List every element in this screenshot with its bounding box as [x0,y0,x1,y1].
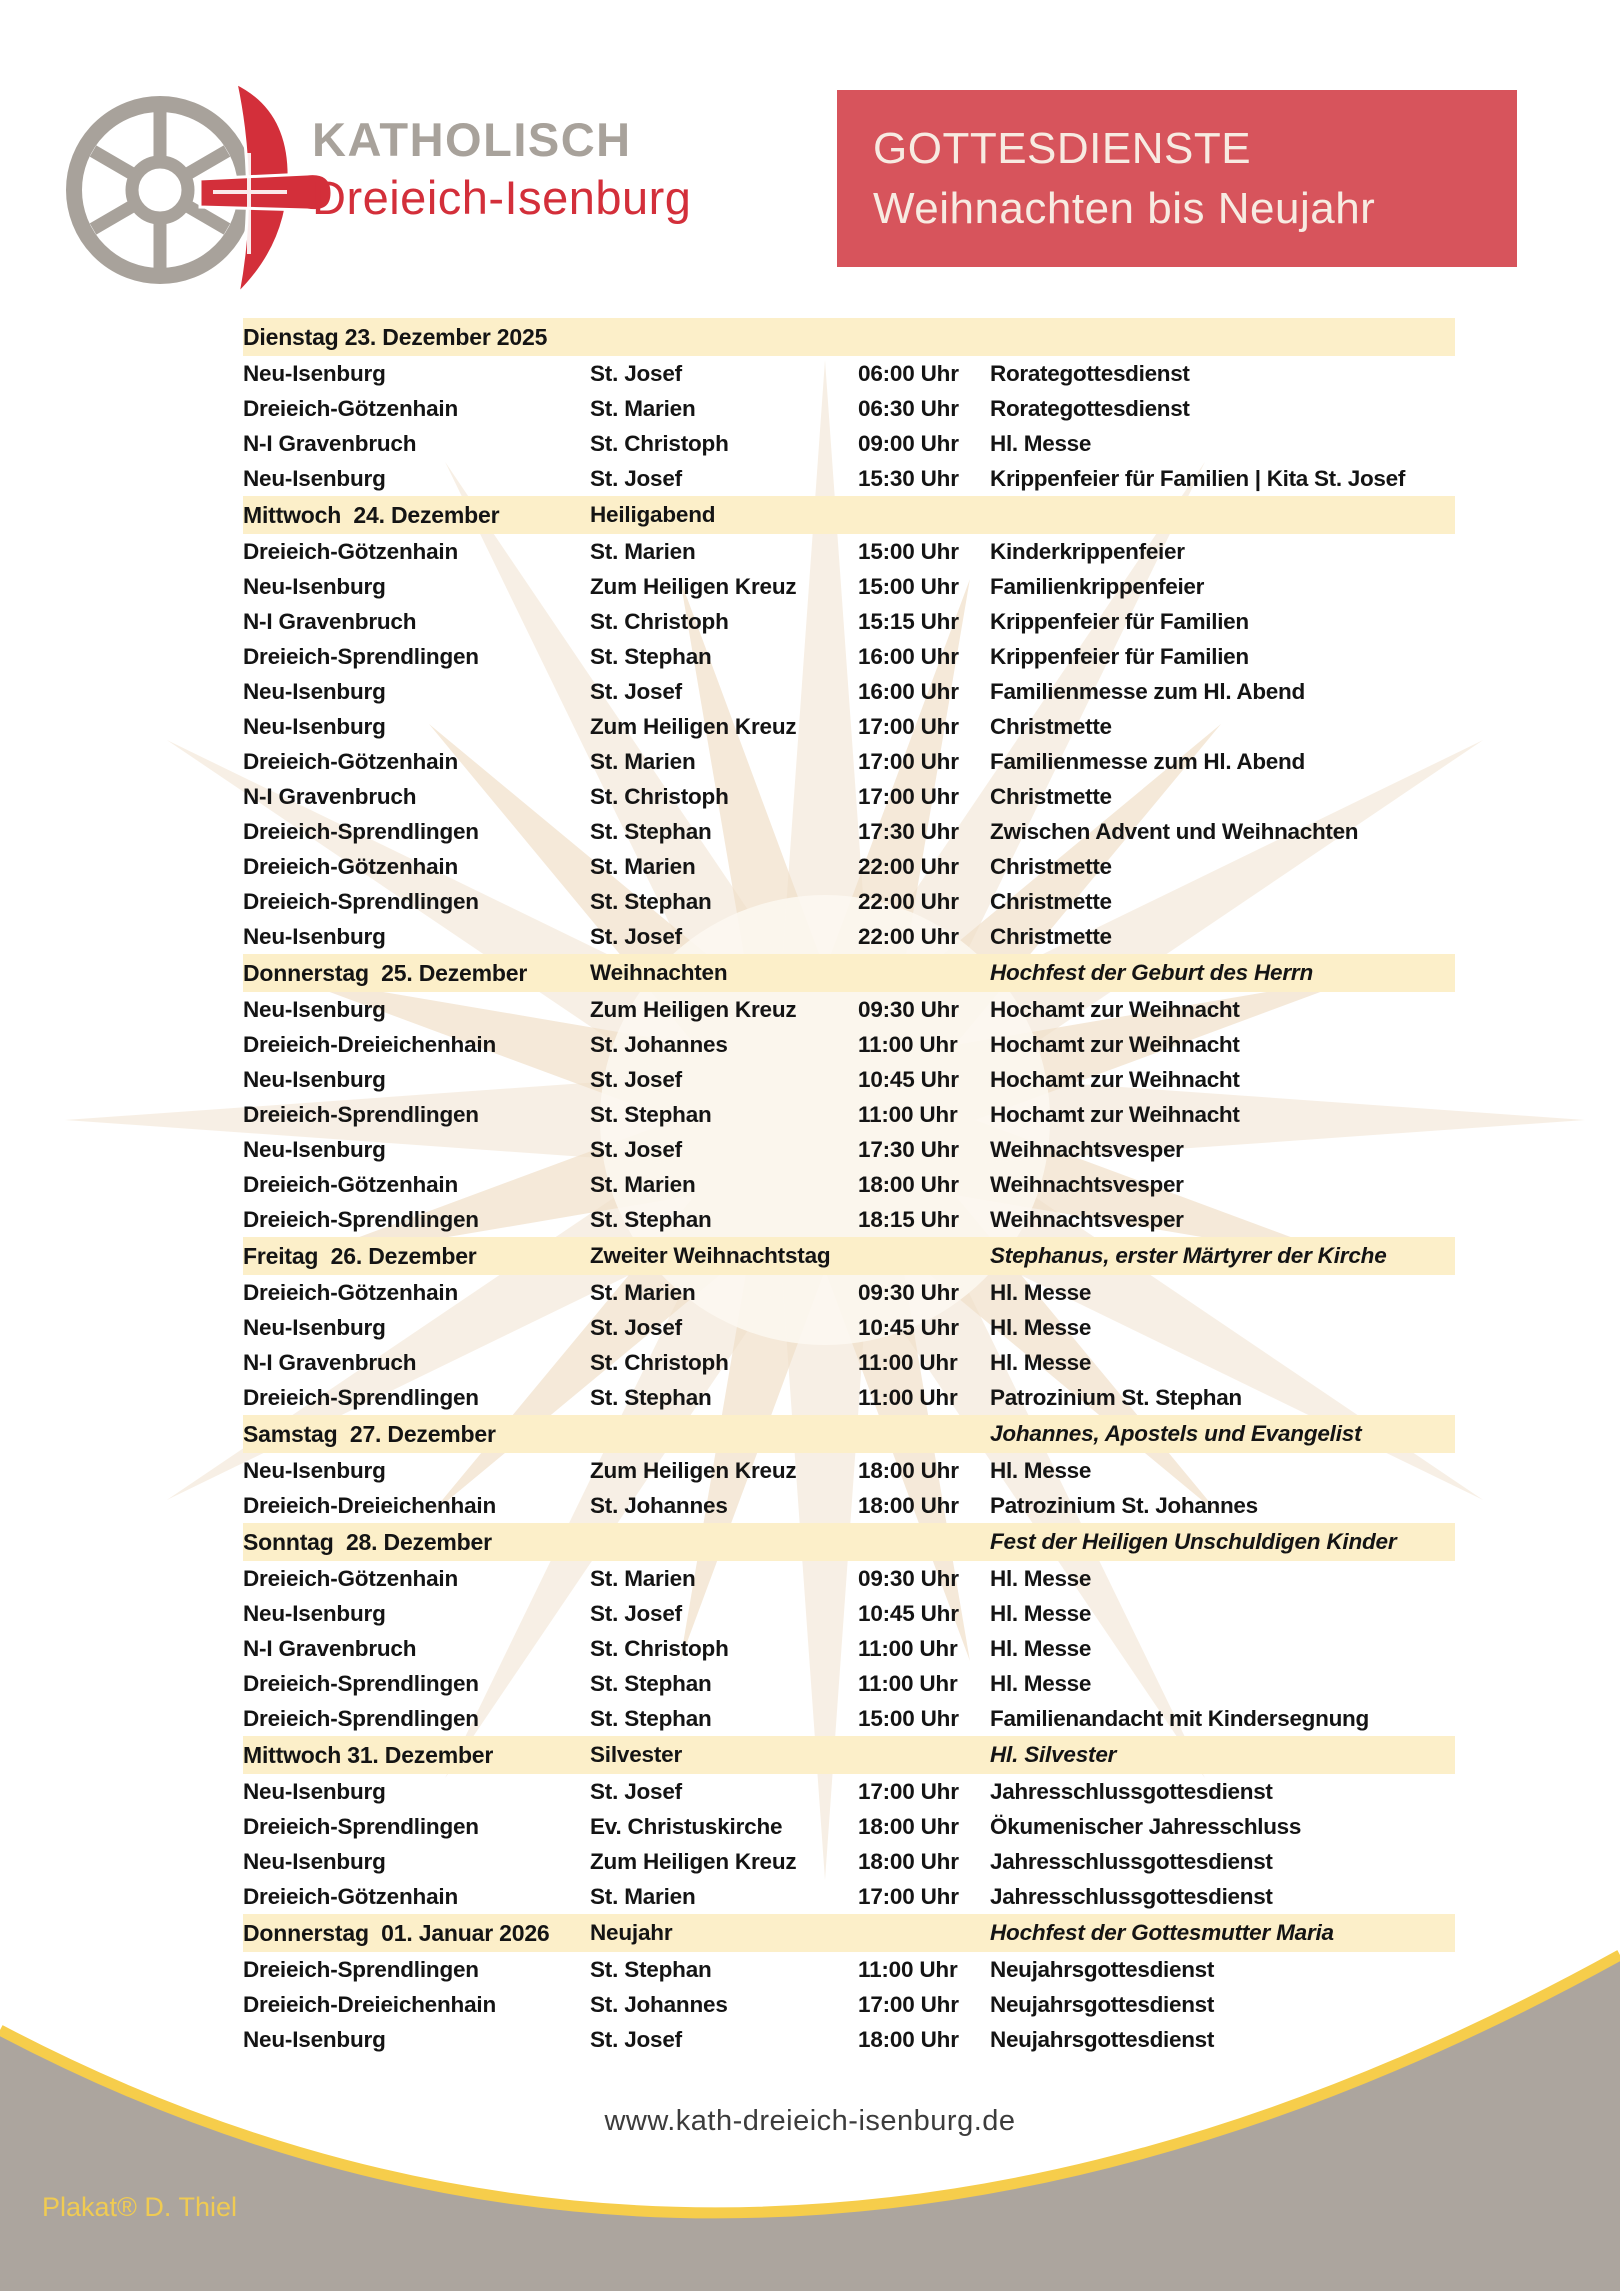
cell-time: 09:00 Uhr [858,430,959,456]
cell-time: 15:00 Uhr [858,573,959,599]
cell-location: Neu-Isenburg [243,1600,386,1626]
cell-service: Jahresschlussgottesdienst [990,1778,1273,1804]
cell-church: St. Josef [590,2026,682,2052]
cell-church: St. Johannes [590,1492,728,1518]
cell-location: Dreieich-Dreieichenhain [243,1492,496,1518]
cell-service: Weihnachtsvesper [990,1136,1184,1162]
cell-service: Hochamt zur Weihnacht [990,996,1240,1022]
cell-location: Dreieich-Götzenhain [243,748,458,774]
title-banner [837,90,1517,267]
cell-church: St. Josef [590,923,682,949]
cell-service: Familienmesse zum Hl. Abend [990,678,1305,704]
cell-church: St. Josef [590,1136,682,1162]
cell-time: 17:00 Uhr [858,713,959,739]
cell-location: Dreieich-Sprendlingen [243,1384,479,1410]
service-row [243,1097,1455,1132]
section-date: Donnerstag 25. Dezember [243,959,528,986]
cell-time: 11:00 Uhr [858,1349,958,1375]
cell-location: Dreieich-Sprendlingen [243,1956,479,1982]
service-row [243,534,1455,569]
section-feast: Hochfest der Geburt des Herrn [990,960,1314,985]
section-header [243,318,1455,356]
cell-time: 17:00 Uhr [858,748,959,774]
cell-location: Neu-Isenburg [243,923,386,949]
service-row [243,2022,1455,2057]
cell-location: Neu-Isenburg [243,2026,386,2052]
cell-church: St. Christoph [590,608,729,634]
service-row [243,461,1455,496]
cell-service: Hl. Messe [990,1279,1092,1305]
cell-location: Dreieich-Sprendlingen [243,1705,479,1731]
cell-location: Neu-Isenburg [243,1457,386,1483]
service-row [243,849,1455,884]
cell-location: Neu-Isenburg [243,996,386,1022]
section-feast: Hochfest der Gottesmutter Maria [990,1920,1334,1945]
section-date: Mittwoch 24. Dezember [243,501,500,528]
cell-church: St. Stephan [590,1956,712,1982]
cell-church: St. Marien [590,395,696,421]
cell-time: 11:00 Uhr [858,1635,958,1661]
cell-service: Hl. Messe [990,1314,1092,1340]
section-header [243,496,1455,534]
section-header [243,1736,1455,1774]
cell-time: 18:15 Uhr [858,1206,959,1232]
cell-time: 09:30 Uhr [858,996,959,1022]
cell-church: St. Josef [590,360,682,386]
cell-church: Zum Heiligen Kreuz [590,573,797,599]
cell-church: St. Josef [590,1778,682,1804]
section-feast: Stephanus, erster Märtyrer der Kirche [990,1243,1387,1268]
cell-church: St. Johannes [590,1991,728,2017]
service-row [243,709,1455,744]
service-row [243,1952,1455,1987]
website-url: www.kath-dreieich-isenburg.de [604,2105,1016,2137]
cell-service: Weihnachtsvesper [990,1206,1184,1232]
cell-church: Zum Heiligen Kreuz [590,713,797,739]
cell-location: Dreieich-Dreieichenhain [243,1991,496,2017]
section-date: Mittwoch 31. Dezember [243,1741,494,1768]
cell-service: Jahresschlussgottesdienst [990,1848,1273,1874]
cell-time: 11:00 Uhr [858,1384,958,1410]
cell-service: Krippenfeier für Familien [990,643,1249,669]
cell-location: Neu-Isenburg [243,1848,386,1874]
cell-location: Dreieich-Götzenhain [243,538,458,564]
cell-church: Zum Heiligen Kreuz [590,996,797,1022]
service-row [243,814,1455,849]
service-row [243,426,1455,461]
section-feast: Fest der Heiligen Unschuldigen Kinder [990,1529,1397,1554]
wheel-cross-logo-icon [55,58,355,313]
cell-service: Neujahrsgottesdienst [990,1956,1215,1982]
cell-location: Dreieich-Dreieichenhain [243,1031,496,1057]
service-row [243,779,1455,814]
service-row [243,1844,1455,1879]
cell-location: Dreieich-Sprendlingen [243,888,479,914]
cell-church: St. Stephan [590,1670,712,1696]
service-row [243,992,1455,1027]
cell-location: Dreieich-Götzenhain [243,1279,458,1305]
cell-church: St. Stephan [590,1384,712,1410]
cell-service: Rorategottesdienst [990,360,1190,386]
cell-service: Christmette [990,923,1112,949]
section-date: Dienstag 23. Dezember 2025 [243,323,548,350]
cell-church: St. Marien [590,1565,696,1591]
service-row [243,919,1455,954]
section-name: Weihnachten [590,960,728,985]
cell-service: Christmette [990,853,1112,879]
cell-time: 22:00 Uhr [858,923,959,949]
cell-time: 22:00 Uhr [858,853,959,879]
cell-service: Jahresschlussgottesdienst [990,1883,1273,1909]
cell-service: Patrozinium St. Stephan [990,1384,1242,1410]
cell-service: Christmette [990,713,1112,739]
service-row [243,1310,1455,1345]
cell-location: Dreieich-Sprendlingen [243,1206,479,1232]
cell-time: 17:00 Uhr [858,1778,959,1804]
cell-location: Neu-Isenburg [243,1778,386,1804]
cell-service: Rorategottesdienst [990,395,1190,421]
cell-service: Hl. Messe [990,1457,1092,1483]
cell-service: Hl. Messe [990,1349,1092,1375]
cell-time: 15:30 Uhr [858,465,959,491]
service-row [243,639,1455,674]
section-date: Sonntag 28. Dezember [243,1528,492,1555]
service-row [243,1488,1455,1523]
cell-time: 17:00 Uhr [858,1991,959,2017]
cell-location: Neu-Isenburg [243,573,386,599]
cell-church: St. Marien [590,1883,696,1909]
service-row [243,744,1455,779]
section-header [243,1415,1455,1453]
cell-church: St. Stephan [590,1705,712,1731]
service-row [243,1596,1455,1631]
section-date: Donnerstag 01. Januar 2026 [243,1919,550,1946]
cell-location: Neu-Isenburg [243,360,386,386]
service-row [243,1666,1455,1701]
cell-church: Ev. Christuskirche [590,1813,783,1839]
poster-credit: Plakat® D. Thiel [42,2192,237,2222]
cell-church: St. Stephan [590,888,712,914]
service-row [243,1809,1455,1844]
cell-time: 17:30 Uhr [858,1136,959,1162]
cell-time: 17:00 Uhr [858,783,959,809]
banner-line-1: GOTTESDIENSTE [873,123,1252,173]
cell-time: 18:00 Uhr [858,1457,959,1483]
cell-church: St. Josef [590,465,682,491]
cell-church: St. Christoph [590,1635,729,1661]
cell-service: Hl. Messe [990,430,1092,456]
service-row [243,1701,1455,1736]
cell-church: St. Stephan [590,1101,712,1127]
section-header [243,1523,1455,1561]
cell-time: 15:00 Uhr [858,1705,959,1731]
cell-church: St. Josef [590,1066,682,1092]
service-row [243,674,1455,709]
cell-church: St. Johannes [590,1031,728,1057]
service-row [243,1062,1455,1097]
cell-location: Dreieich-Sprendlingen [243,643,479,669]
cell-location: Dreieich-Sprendlingen [243,1101,479,1127]
cell-service: Hl. Messe [990,1670,1092,1696]
cell-time: 17:30 Uhr [858,818,959,844]
service-row [243,1027,1455,1062]
cell-service: Weihnachtsvesper [990,1171,1184,1197]
section-feast: Johannes, Apostels und Evangelist [990,1421,1362,1446]
cell-church: Zum Heiligen Kreuz [590,1848,797,1874]
service-row [243,569,1455,604]
section-header [243,1237,1455,1275]
cell-location: Neu-Isenburg [243,713,386,739]
cell-service: Hl. Messe [990,1565,1092,1591]
cell-location: Dreieich-Götzenhain [243,853,458,879]
service-row [243,1879,1455,1914]
cell-time: 15:00 Uhr [858,538,959,564]
cell-time: 10:45 Uhr [858,1066,959,1092]
cell-service: Zwischen Advent und Weihnachten [990,818,1359,844]
cell-church: St. Marien [590,748,696,774]
cell-time: 17:00 Uhr [858,1883,959,1909]
service-row [243,356,1455,391]
cell-service: Familienandacht mit Kindersegnung [990,1705,1369,1731]
cell-location: N-I Gravenbruch [243,1635,417,1661]
cell-service: Hl. Messe [990,1635,1092,1661]
cell-service: Patrozinium St. Johannes [990,1492,1258,1518]
cell-service: Kinderkrippenfeier [990,538,1185,564]
cell-location: N-I Gravenbruch [243,783,417,809]
cell-church: St. Stephan [590,818,712,844]
service-row [243,391,1455,426]
cell-time: 16:00 Uhr [858,678,959,704]
service-row [243,1167,1455,1202]
cell-time: 06:30 Uhr [858,395,959,421]
cell-time: 11:00 Uhr [858,1101,958,1127]
section-header [243,1914,1455,1952]
cell-location: Neu-Isenburg [243,1314,386,1340]
cell-service: Christmette [990,888,1112,914]
service-row [243,1987,1455,2022]
cell-location: Neu-Isenburg [243,465,386,491]
cell-time: 09:30 Uhr [858,1279,959,1305]
service-row [243,1275,1455,1310]
cell-church: Zum Heiligen Kreuz [590,1457,797,1483]
service-row [243,1453,1455,1488]
cell-church: St. Josef [590,678,682,704]
banner-line-2: Weihnachten bis Neujahr [873,183,1376,233]
cell-church: St. Josef [590,1600,682,1626]
cell-time: 06:00 Uhr [858,360,959,386]
service-row [243,1561,1455,1596]
cell-service: Krippenfeier für Familien | Kita St. Josef [990,465,1406,491]
cell-time: 10:45 Uhr [858,1600,959,1626]
cell-time: 18:00 Uhr [858,1171,959,1197]
cell-time: 11:00 Uhr [858,1956,958,1982]
cell-location: N-I Gravenbruch [243,608,417,634]
service-row [243,1345,1455,1380]
cell-church: St. Stephan [590,643,712,669]
service-row [243,604,1455,639]
cell-location: Dreieich-Sprendlingen [243,1813,479,1839]
service-row [243,1774,1455,1809]
section-date: Freitag 26. Dezember [243,1242,477,1269]
cell-church: St. Stephan [590,1206,712,1232]
cell-location: N-I Gravenbruch [243,1349,417,1375]
cell-church: St. Christoph [590,783,729,809]
cell-time: 15:15 Uhr [858,608,959,634]
schedule-table [243,318,1455,2057]
section-name: Silvester [590,1742,683,1767]
cell-service: Neujahrsgottesdienst [990,1991,1215,2017]
cell-time: 18:00 Uhr [858,1492,959,1518]
service-row [243,1202,1455,1237]
cell-time: 11:00 Uhr [858,1031,958,1057]
cell-location: Dreieich-Götzenhain [243,395,458,421]
cell-service: Hochamt zur Weihnacht [990,1031,1240,1057]
cell-service: Familienkrippenfeier [990,573,1205,599]
cell-location: N-I Gravenbruch [243,430,417,456]
cell-service: Neujahrsgottesdienst [990,2026,1215,2052]
cell-church: St. Marien [590,853,696,879]
section-name: Neujahr [590,1920,673,1945]
section-name: Zweiter Weihnachtstag [590,1243,831,1268]
cell-church: St. Josef [590,1314,682,1340]
cell-service: Ökumenischer Jahresschluss [990,1813,1302,1839]
cell-church: St. Christoph [590,1349,729,1375]
cell-time: 16:00 Uhr [858,643,959,669]
cell-service: Christmette [990,783,1112,809]
org-locale: Dreieich-Isenburg [312,171,692,224]
cell-church: St. Marien [590,538,696,564]
cell-time: 18:00 Uhr [858,2026,959,2052]
cell-location: Dreieich-Götzenhain [243,1565,458,1591]
cell-location: Dreieich-Götzenhain [243,1883,458,1909]
cell-service: Krippenfeier für Familien [990,608,1249,634]
section-header [243,954,1455,992]
cell-time: 22:00 Uhr [858,888,959,914]
cell-location: Dreieich-Sprendlingen [243,818,479,844]
cell-church: St. Marien [590,1171,696,1197]
cell-location: Neu-Isenburg [243,1136,386,1162]
cell-time: 18:00 Uhr [858,1813,959,1839]
cell-service: Hochamt zur Weihnacht [990,1066,1240,1092]
cell-service: Hochamt zur Weihnacht [990,1101,1240,1127]
cell-service: Hl. Messe [990,1600,1092,1626]
service-row [243,1631,1455,1666]
org-name: KATHOLISCH [312,113,632,166]
cell-time: 09:30 Uhr [858,1565,959,1591]
cell-location: Dreieich-Sprendlingen [243,1670,479,1696]
cell-location: Neu-Isenburg [243,1066,386,1092]
cell-service: Familienmesse zum Hl. Abend [990,748,1305,774]
cell-church: St. Christoph [590,430,729,456]
section-name: Heiligabend [590,502,716,527]
cell-location: Neu-Isenburg [243,678,386,704]
cell-time: 18:00 Uhr [858,1848,959,1874]
cell-location: Dreieich-Götzenhain [243,1171,458,1197]
service-row [243,1132,1455,1167]
cell-time: 10:45 Uhr [858,1314,959,1340]
section-feast: Hl. Silvester [990,1742,1117,1767]
service-row [243,884,1455,919]
cell-time: 11:00 Uhr [858,1670,958,1696]
service-row [243,1380,1455,1415]
cell-church: St. Marien [590,1279,696,1305]
section-date: Samstag 27. Dezember [243,1420,496,1447]
